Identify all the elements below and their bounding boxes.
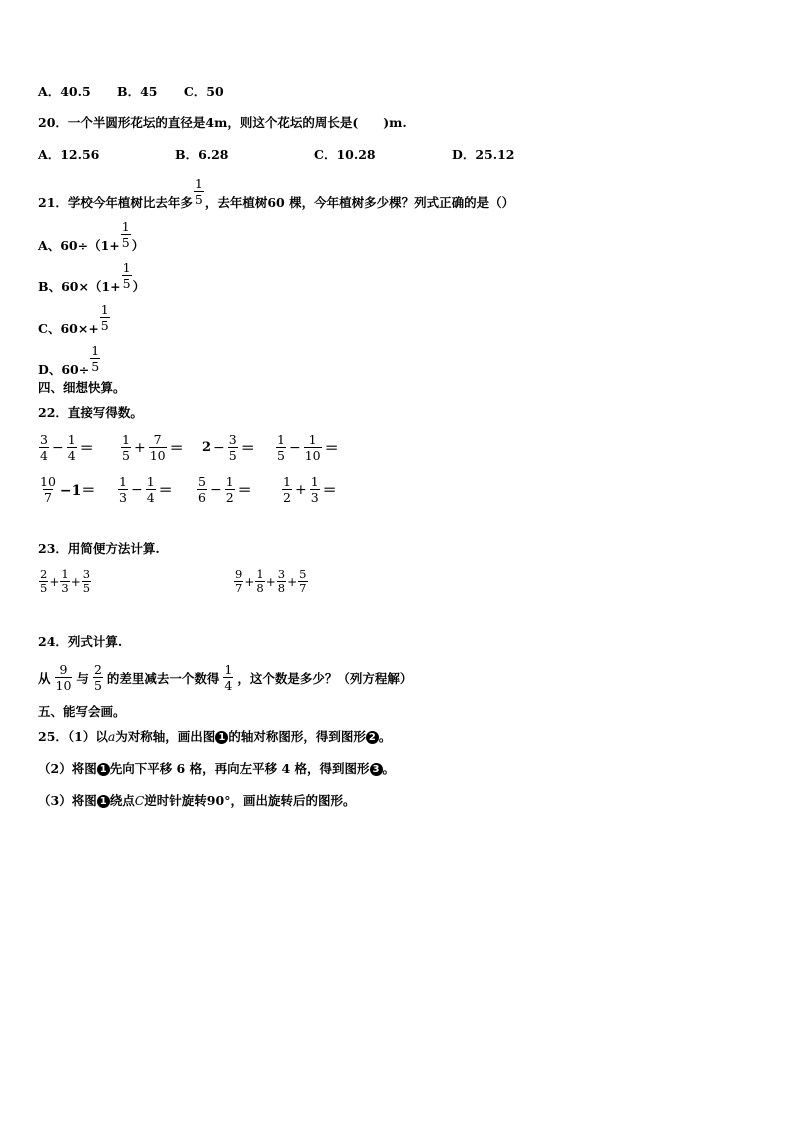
q20-option-d: D．25.12 [452, 147, 515, 162]
q23-expr-left: $\frac{2}{5}$ + $\frac{1}{3}$ + $\frac{3}{5}$ [40, 567, 91, 595]
q24-problem: 从 $\frac{9}{10}$ 与 $\frac{2}{5}$ 的差里减去一个数得 $\frac{1}{4}$ ，这个数是多少？（列方程解） [38, 662, 413, 693]
q21-stem-before: 21．学校今年植树比去年多 [38, 195, 193, 210]
q22-expr-8: $\frac{1}{2}$ + $\frac{1}{3}$ ＝ [283, 474, 337, 505]
q20-option-c: C．10.28 [314, 147, 376, 162]
q23-stem: 23．用简便方法计算. [38, 541, 160, 556]
q22-stem: 22．直接写得数。 [38, 405, 143, 420]
q22-expr-1: $\frac{3}{4}$ − $\frac{1}{4}$ ＝ [40, 432, 94, 463]
q25-part-2: （2）将图 1 先向下平移 6 格，再向左平移 4 格，得到图形 3 。 [38, 761, 396, 776]
circled-1-icon: 1 [97, 795, 110, 808]
q19-options [38, 84, 224, 100]
q22-expr-7: $\frac{5}{6}$ − $\frac{1}{2}$ ＝ [198, 474, 252, 505]
q21-stem-after: ，去年植树60 棵，今年植树多少棵？列式正确的是（） [204, 195, 515, 210]
q23-expr-right: $\frac{9}{7}$ + $\frac{1}{8}$ + $\frac{3}{8}$ + $\frac{5}{7}$ [235, 567, 307, 595]
circled-2-icon: 2 [366, 731, 379, 744]
circled-1-icon: 1 [97, 763, 110, 776]
q21-option-d: D、60÷ $\frac{1}{5}$ [38, 343, 100, 377]
q22-expr-2: $\frac{1}{5}$ + $\frac{7}{10}$ ＝ [122, 432, 184, 463]
q21-option-c: C、60×+ $\frac{1}{5}$ [38, 302, 109, 336]
q21-option-a-fraction: $\frac{1}{5}$ [121, 219, 130, 250]
q25-part-3: （3）将图 1 绕点C逆时针旋转90°，画出旋转后的图形。 [38, 793, 356, 808]
circled-1-icon: 1 [215, 731, 228, 744]
q22-expr-3: 2 − $\frac{3}{5}$ ＝ [202, 432, 255, 463]
q20-option-a: A．12.56 [38, 147, 100, 162]
q19-option-b: B．45 [117, 84, 158, 99]
q21-option-b-fraction: $\frac{1}{5}$ [122, 260, 131, 291]
q20-option-b: B．6.28 [175, 147, 229, 162]
q22-expr-4: $\frac{1}{5}$ − $\frac{1}{10}$ ＝ [277, 432, 339, 463]
q21-stem [38, 176, 515, 219]
q21-option-a: A、60÷（1+ $\frac{1}{5}$ ） [38, 219, 145, 253]
q21-option-b: B、60×（1+ $\frac{1}{5}$ ） [38, 260, 146, 294]
q20-stem: 20．一个半圆形花坛的直径是4m，则这个花坛的周长是( )m. [38, 115, 407, 130]
q24-stem: 24．列式计算. [38, 634, 123, 649]
section-4-heading: 四、细想快算。 [38, 380, 126, 395]
q21-option-d-fraction: $\frac{1}{5}$ [91, 343, 100, 374]
q22-expr-6: $\frac{1}{3}$ − $\frac{1}{4}$ ＝ [119, 474, 173, 505]
q21-fraction: $\frac{1}{5}$ [194, 176, 203, 207]
q21-option-c-fraction: $\frac{1}{5}$ [100, 302, 109, 333]
section-5-heading: 五、能写会画。 [38, 704, 126, 719]
q22-expr-5: $\frac{10}{7}$ −1＝ [40, 474, 96, 505]
circled-3-icon: 3 [370, 763, 383, 776]
q19-option-c: C．50 [183, 84, 224, 99]
q25-part-1: 25．（1）以a为对称轴，画出图 1 的轴对称图形，得到图形 2 。 [38, 729, 392, 744]
q19-option-a: A．40.5 [38, 84, 91, 99]
